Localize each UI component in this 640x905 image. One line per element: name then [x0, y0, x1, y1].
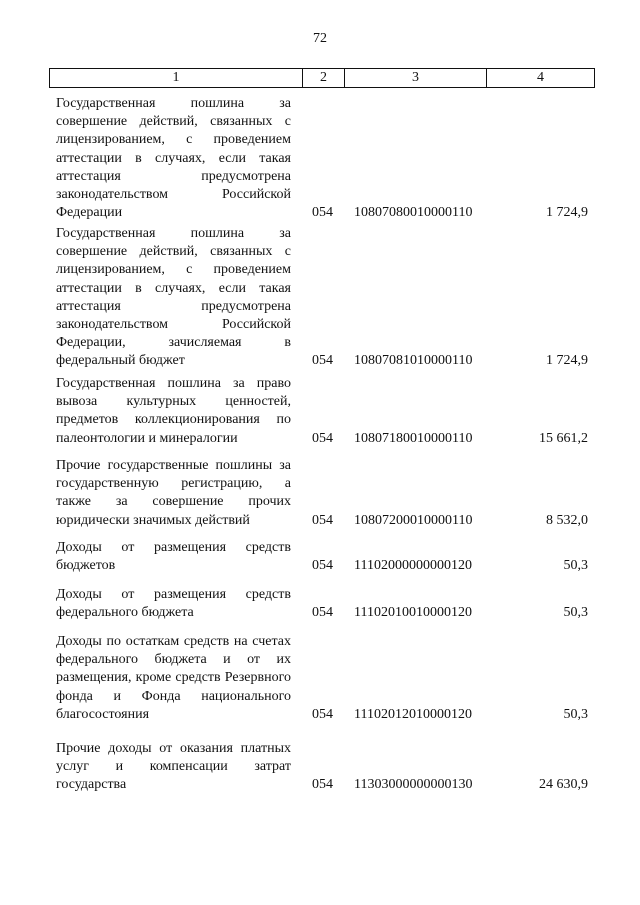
- table-row: [56, 375, 590, 448]
- row-name: Доходы от размещения средств бюджетов: [56, 540, 291, 574]
- table-row: [56, 95, 590, 222]
- row-budget-code: 11102000000000120: [354, 558, 472, 574]
- row-budget-code: 11102012010000120: [354, 706, 472, 722]
- header-col-1: 1: [50, 69, 303, 87]
- row-name: Государственная пошлина за совершение действий, связанных с лицензированием, с проведением аттестации в случаях, если такая аттестация предусмотрена законодательством Российской Федерации, зачисляемая в федеральный бюджет: [56, 226, 291, 369]
- table-row: [56, 740, 590, 795]
- row-amount: 8 532,0: [546, 512, 588, 528]
- row-name: Доходы по остаткам средств на счетах федерального бюджета и от их размещения, кроме средств Резервного фонда и Фонда национального благосостояния: [56, 634, 291, 722]
- row-amount: 15 661,2: [539, 430, 588, 446]
- row-amount: 1 724,9: [546, 353, 588, 369]
- row-admin-code: 054: [312, 430, 333, 446]
- header-col-4: 4: [537, 70, 544, 85]
- row-name: Доходы от размещения средств федерального бюджета: [56, 587, 291, 621]
- row-budget-code: 11303000000000130: [354, 777, 473, 793]
- row-amount: 1 724,9: [546, 205, 588, 221]
- row-admin-code: 054: [312, 706, 333, 722]
- row-amount: 50,3: [563, 706, 588, 722]
- row-admin-code: 054: [312, 558, 333, 574]
- row-admin-code: 054: [312, 777, 333, 793]
- row-name: Государственная пошлина за совершение действий, связанных с лицензированием, с проведением аттестации в случаях, если такая аттестация предусмотрена законодательством Российской Федерации: [56, 96, 291, 221]
- row-name: Прочие государственные пошлины за государственную регистрацию, а также за совершение прочих юридически значимых действий: [56, 458, 291, 528]
- table-row: [56, 539, 590, 575]
- row-amount: 24 630,9: [539, 777, 588, 793]
- row-admin-code: 054: [312, 605, 333, 621]
- header-col-2: 2: [303, 69, 345, 87]
- row-admin-code: 054: [312, 205, 333, 221]
- table-row: [56, 225, 590, 371]
- table-row: [56, 457, 590, 530]
- row-budget-code: 10807200010000110: [354, 512, 473, 528]
- row-admin-code: 054: [312, 512, 333, 528]
- row-budget-code: 10807180010000110: [354, 430, 473, 446]
- row-name: Государственная пошлина за право вывоза культурных ценностей, предметов коллекционирования по палеонтологии и минералогии: [56, 376, 291, 446]
- row-amount: 50,3: [563, 558, 588, 574]
- row-budget-code: 11102010010000120: [354, 605, 472, 621]
- table-row: [56, 586, 590, 622]
- row-name: Прочие доходы от оказания платных услуг и компенсации затрат государства: [56, 741, 291, 793]
- row-budget-code: 10807081010000110: [354, 353, 473, 369]
- page-number: 72: [313, 31, 327, 46]
- table-row: [56, 633, 590, 724]
- table-header: [49, 68, 595, 88]
- row-budget-code: 10807080010000110: [354, 205, 473, 221]
- row-amount: 50,3: [563, 605, 588, 621]
- header-col-3: 3: [345, 69, 487, 87]
- row-admin-code: 054: [312, 353, 333, 369]
